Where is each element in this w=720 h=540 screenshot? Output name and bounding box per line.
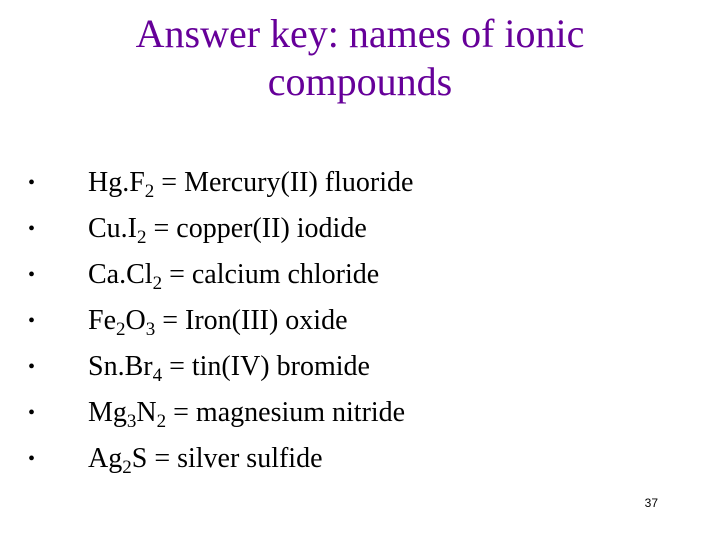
formula-subscript: 2 (137, 227, 147, 248)
formula-part: N (136, 397, 157, 428)
title-line-2: compounds (267, 59, 453, 104)
list-item (28, 344, 413, 390)
list-item (28, 206, 413, 252)
list-item (28, 252, 413, 298)
compound-name: = calcium chloride (162, 259, 380, 290)
formula-part: Ag (88, 443, 123, 474)
list-item (28, 390, 413, 436)
bullet-icon: • (28, 172, 36, 194)
formula-subscript: 4 (152, 365, 163, 386)
formula-subscript: 2 (116, 319, 126, 340)
compound-name: = silver sulfide (147, 443, 323, 474)
formula-subscript: 3 (145, 319, 156, 340)
page-number: 37 (644, 496, 658, 510)
formula-part: Ca.Cl (88, 259, 153, 290)
formula-part: O (125, 305, 146, 336)
compound-entry (88, 206, 367, 252)
compound-name: = tin(IV) bromide (162, 351, 370, 382)
formula-part: S (131, 443, 148, 474)
bullet-icon: • (28, 402, 36, 424)
title-line-1: Answer key: names of ionic (135, 11, 585, 56)
formula-part: Mg (88, 397, 127, 428)
bullet-icon: • (28, 218, 36, 240)
formula-subscript: 2 (152, 273, 163, 294)
compound-name: = magnesium nitride (166, 397, 406, 428)
bullet-icon: • (28, 310, 36, 332)
compound-entry (88, 390, 405, 436)
formula-part: Hg.F (88, 167, 145, 198)
formula-subscript: 2 (156, 411, 167, 432)
compound-list (28, 160, 413, 482)
compound-name: = copper(II) iodide (146, 213, 367, 244)
compound-entry (88, 436, 323, 482)
bullet-icon: • (28, 356, 36, 378)
list-item (28, 298, 413, 344)
list-item (28, 160, 413, 206)
list-item (28, 436, 413, 482)
formula-subscript: 2 (122, 457, 132, 478)
bullet-icon: • (28, 448, 36, 470)
formula-part: Sn.Br (88, 351, 153, 382)
formula-part: Fe (88, 305, 116, 336)
formula-subscript: 3 (126, 411, 137, 432)
compound-entry (88, 252, 379, 298)
bullet-icon: • (28, 264, 36, 286)
compound-name: = Iron(III) oxide (155, 305, 348, 336)
compound-entry (88, 298, 348, 344)
formula-subscript: 2 (144, 181, 155, 202)
slide-title (60, 10, 660, 106)
compound-entry (88, 160, 413, 206)
compound-name: = Mercury(II) fluoride (154, 167, 414, 198)
compound-entry (88, 344, 370, 390)
formula-part: Cu.I (88, 213, 137, 244)
